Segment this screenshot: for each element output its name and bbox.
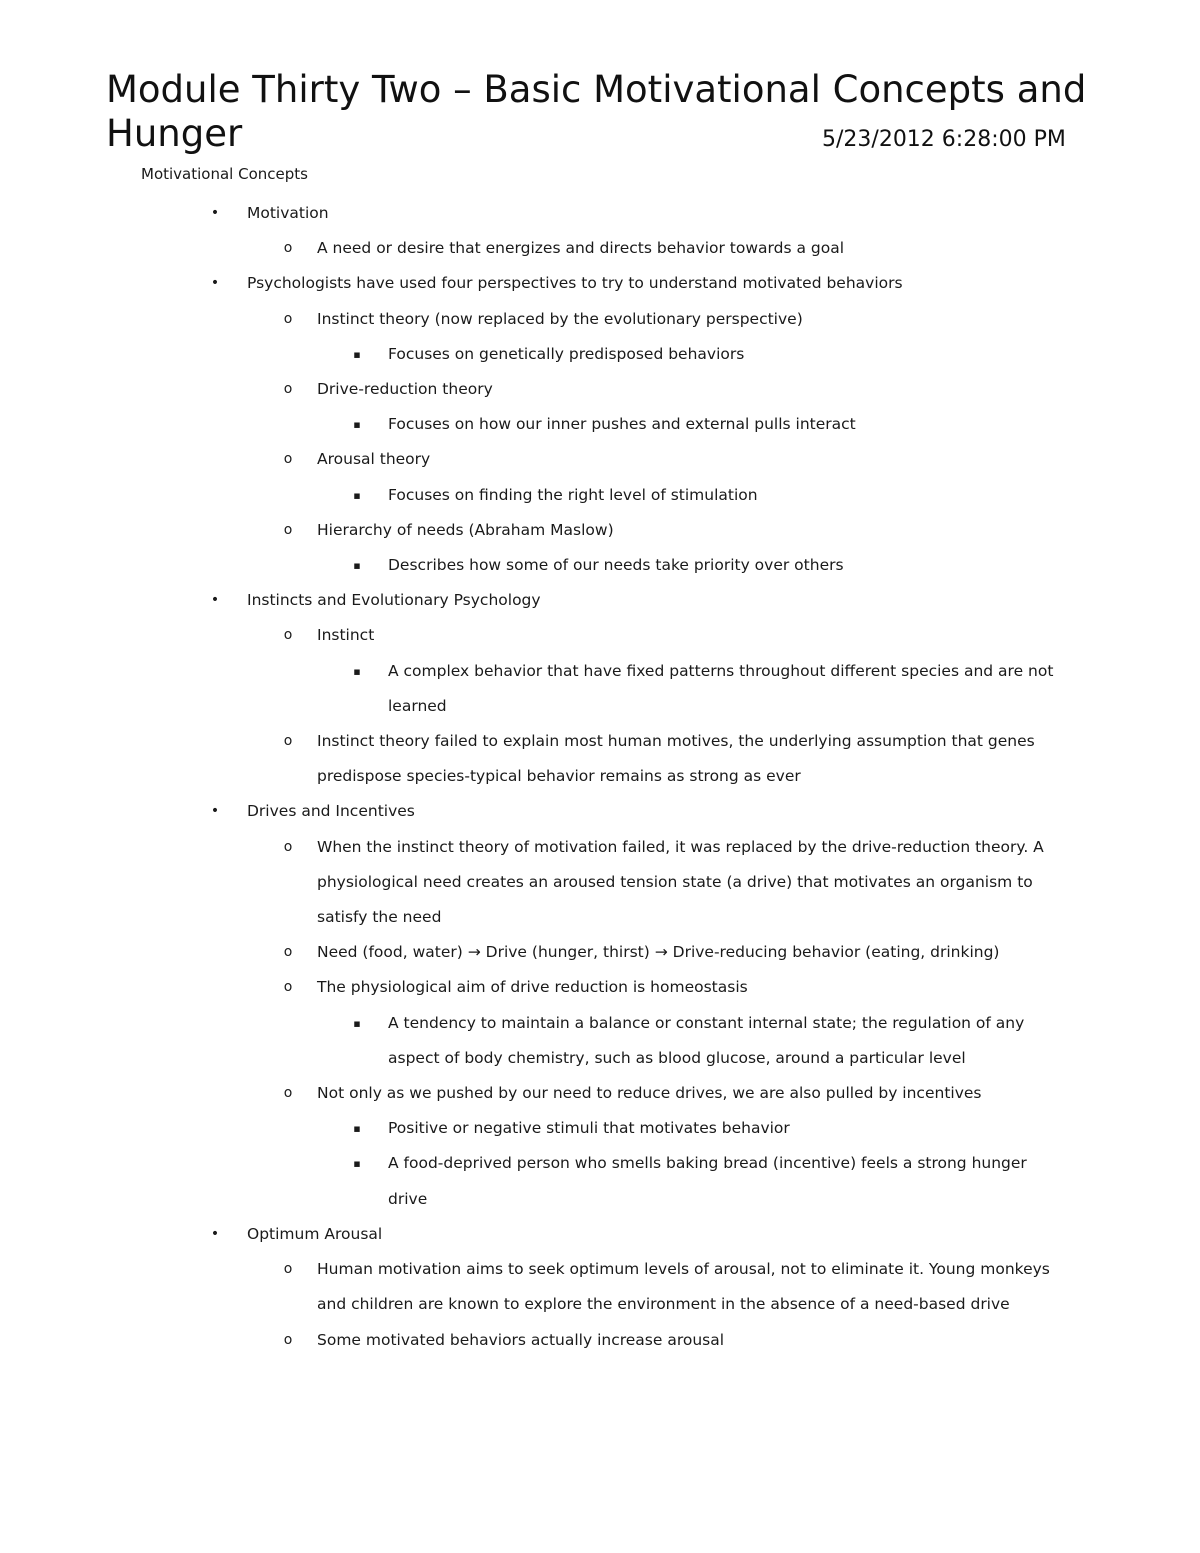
outline-item-level-1 xyxy=(0,583,1200,618)
bullet-marker-icon: • xyxy=(210,275,220,292)
bullet-marker-icon: ▪ xyxy=(353,347,361,361)
outline-item-text: Instinct xyxy=(317,626,375,645)
section-heading: Motivational Concepts xyxy=(141,165,308,183)
outline-item-level-2 xyxy=(0,302,1200,337)
date-stamp: 5/23/2012 6:28:00 PM xyxy=(822,127,1066,152)
bullet-marker-icon: o xyxy=(283,1331,293,1348)
bullet-marker-icon: o xyxy=(283,733,293,750)
bullet-marker-icon: o xyxy=(283,1085,293,1102)
outline-item-level-3 xyxy=(0,548,1200,583)
bullet-marker-icon: ▪ xyxy=(353,1122,361,1136)
bullet-marker-icon: o xyxy=(283,240,293,257)
outline-item-level-3 xyxy=(0,654,1200,724)
outline-item-text: A need or desire that energizes and directs behavior towards a goal xyxy=(317,239,845,258)
outline-item-level-2 xyxy=(0,513,1200,548)
outline-item-text: Motivation xyxy=(247,204,329,222)
bullet-marker-icon: o xyxy=(283,521,293,538)
outline-item-text: Drives and Incentives xyxy=(247,802,415,821)
outline-item-level-3 xyxy=(0,407,1200,442)
outline-item-level-1 xyxy=(0,266,1200,301)
outline-item-text: Some motivated behaviors actually increase arousal xyxy=(317,1330,725,1349)
bullet-marker-icon: ▪ xyxy=(353,418,361,432)
outline-item-text: Focuses on finding the right level of stimulation xyxy=(388,485,758,504)
bullet-marker-icon: o xyxy=(283,451,293,468)
bullet-marker-icon: • xyxy=(210,1225,220,1242)
notes-outline xyxy=(0,196,1200,1358)
bullet-marker-icon: • xyxy=(210,205,220,221)
outline-item-text: Need (food, water) → Drive (hunger, thirst) → Drive-reducing behavior (eating, drinking) xyxy=(317,943,1000,962)
outline-item-level-2 xyxy=(0,618,1200,653)
outline-item-level-2 xyxy=(0,935,1200,970)
outline-item-level-1 xyxy=(0,1217,1200,1252)
outline-item-level-3 xyxy=(0,337,1200,372)
bullet-marker-icon: ▪ xyxy=(353,1016,361,1030)
outline-item-level-2 xyxy=(0,372,1200,407)
outline-item-text: Describes how some of our needs take priority over others xyxy=(388,556,844,575)
outline-item-level-2 xyxy=(0,830,1200,936)
outline-item-level-3 xyxy=(0,1111,1200,1146)
bullet-marker-icon: o xyxy=(283,627,293,644)
outline-item-level-1 xyxy=(0,794,1200,829)
bullet-marker-icon: ▪ xyxy=(353,664,361,678)
title-line-2: Hunger xyxy=(106,112,243,155)
bullet-marker-icon: ▪ xyxy=(353,488,361,502)
outline-item-text: Instinct theory (now replaced by the evolutionary perspective) xyxy=(317,309,803,328)
outline-item-level-2 xyxy=(0,724,1200,794)
title-line-1: Module Thirty Two – Basic Motivational Concepts and xyxy=(106,68,1087,111)
outline-item-text: Positive or negative stimuli that motivates behavior xyxy=(388,1119,790,1138)
outline-item-text: The physiological aim of drive reduction is homeostasis xyxy=(317,978,748,997)
bullet-marker-icon: o xyxy=(283,944,293,961)
outline-item-level-2 xyxy=(0,1252,1200,1322)
outline-item-text: Psychologists have used four perspectives to try to understand motivated behaviors xyxy=(247,274,903,293)
outline-item-text: A food-deprived person who smells baking bread (incentive) feels a strong hunger drive xyxy=(388,1154,1027,1208)
bullet-marker-icon: • xyxy=(210,592,220,609)
outline-item-level-3 xyxy=(0,1006,1200,1076)
outline-item-text: A tendency to maintain a balance or constant internal state; the regulation of any aspect of body chemistry, such as blood glucose, around a particular level xyxy=(388,1013,1025,1067)
outline-item-level-2 xyxy=(0,1076,1200,1111)
bullet-marker-icon: o xyxy=(283,979,293,996)
outline-item-text: Arousal theory xyxy=(317,450,431,469)
outline-item-text: Instinct theory failed to explain most human motives, the underlying assumption that genes predispose species-typical behavior remains as strong as ever xyxy=(317,732,1035,786)
outline-item-text: Not only as we pushed by our need to reduce drives, we are also pulled by incentives xyxy=(317,1084,982,1103)
bullet-marker-icon: o xyxy=(283,1261,293,1278)
bullet-marker-icon: ▪ xyxy=(353,559,361,573)
bullet-marker-icon: • xyxy=(210,803,220,820)
outline-item-level-1 xyxy=(0,196,1200,231)
outline-item-level-2 xyxy=(0,442,1200,477)
outline-item-level-2 xyxy=(0,970,1200,1005)
outline-item-text: Human motivation aims to seek optimum levels of arousal, not to eliminate it. Young monkeys and children are known to explore the environment in the absence of a need-based drive xyxy=(317,1260,1050,1314)
bullet-marker-icon: o xyxy=(283,381,293,398)
bullet-marker-icon: o xyxy=(283,838,293,855)
bullet-marker-icon: o xyxy=(283,310,293,327)
outline-item-text: A complex behavior that have fixed patterns throughout different species and are not learned xyxy=(388,661,1054,715)
outline-item-text: Instincts and Evolutionary Psychology xyxy=(247,591,541,610)
outline-item-text: Hierarchy of needs (Abraham Maslow) xyxy=(317,520,614,539)
outline-item-level-3 xyxy=(0,1146,1200,1216)
outline-item-text: When the instinct theory of motivation failed, it was replaced by the drive-reduction theory. A physiological need creates an aroused tension state (a drive) that motivates an organism to satisfy the need xyxy=(317,837,1044,927)
outline-item-text: Focuses on how our inner pushes and external pulls interact xyxy=(388,415,856,434)
outline-item-text: Optimum Arousal xyxy=(247,1224,383,1243)
outline-item-level-2 xyxy=(0,231,1200,266)
bullet-marker-icon: ▪ xyxy=(353,1157,361,1171)
outline-item-text: Focuses on genetically predisposed behaviors xyxy=(388,344,745,363)
outline-item-level-3 xyxy=(0,478,1200,513)
outline-item-text: Drive-reduction theory xyxy=(317,380,493,399)
outline-item-level-2 xyxy=(0,1323,1200,1358)
